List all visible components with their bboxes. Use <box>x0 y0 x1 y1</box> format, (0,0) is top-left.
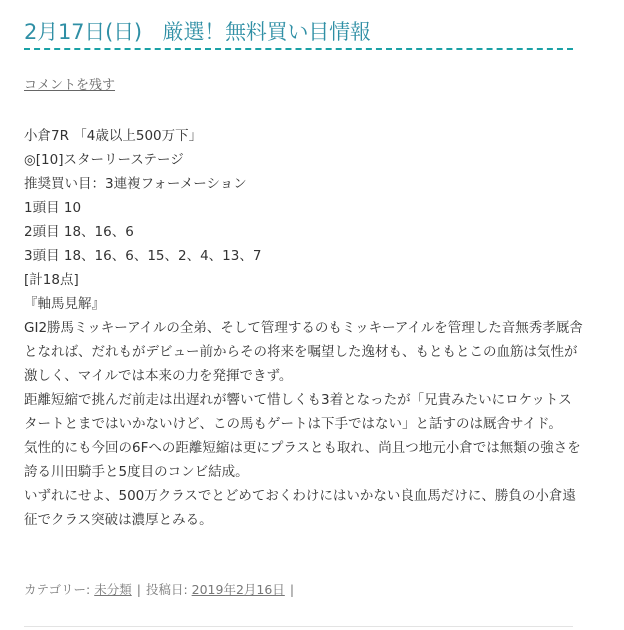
post-meta <box>24 580 299 600</box>
third-leg: 3頭目 18、16、6、15、2、4、13、7 <box>24 248 262 264</box>
race-name: 小倉7R 「4歳以上500万下」 <box>24 128 203 144</box>
analysis-paragraph: GI2勝馬ミッキーアイルの全弟、そして管理するのもミッキーアイルを管理した音無秀孝厩舎となれば、だれもがデビュー前からその将来を嘱望した逸材も、もともとこの血筋は気性が激しく、マイルでは本来の力を発揮できず。 <box>24 320 583 384</box>
meta-separator: | <box>136 582 141 597</box>
posted-label: 投稿日: <box>145 582 188 597</box>
category-label: カテゴリー: <box>24 582 91 597</box>
post-title-link[interactable]: 2月17日(日) 厳選！無料買い目情報 <box>24 20 371 44</box>
post-date-link[interactable]: 2019年2月16日 <box>191 582 285 597</box>
bet-type: 推奨買い目：3連複フォーメーション <box>24 176 247 192</box>
post-body <box>24 124 584 532</box>
main-pick: ◎[10]スターリーステージ <box>24 152 184 168</box>
leave-comment-link[interactable]: コメントを残す <box>24 78 116 93</box>
total-points: [計18点] <box>24 272 79 288</box>
post-title <box>24 18 573 50</box>
meta-separator-trailing: | <box>289 582 295 597</box>
first-leg: 1頭目 10 <box>24 200 82 216</box>
post-divider <box>24 626 573 627</box>
analysis-paragraph: いずれにせよ、500万クラスでとどめておくわけにはいかない良血馬だけに、勝負の小倉遠征でクラス突破は濃厚とみる。 <box>24 488 576 528</box>
analysis-paragraph: 距離短縮で挑んだ前走は出遅れが響いて惜しくも3着となったが「兄貴みたいにロケットスタートとまではいかないけど、この馬もゲートは下手ではない」と話すのは厩舎サイド。 <box>24 392 572 432</box>
second-leg: 2頭目 18、16、6 <box>24 224 134 240</box>
analysis-heading: 『軸馬見解』 <box>24 296 105 312</box>
analysis-paragraph: 気性的にも今回の6Fへの距離短縮は更にプラスとも取れ、尚且つ地元小倉では無類の強さを誇る川田騎手と5度目のコンビ結成。 <box>24 440 581 480</box>
category-link[interactable]: 未分類 <box>94 582 132 597</box>
